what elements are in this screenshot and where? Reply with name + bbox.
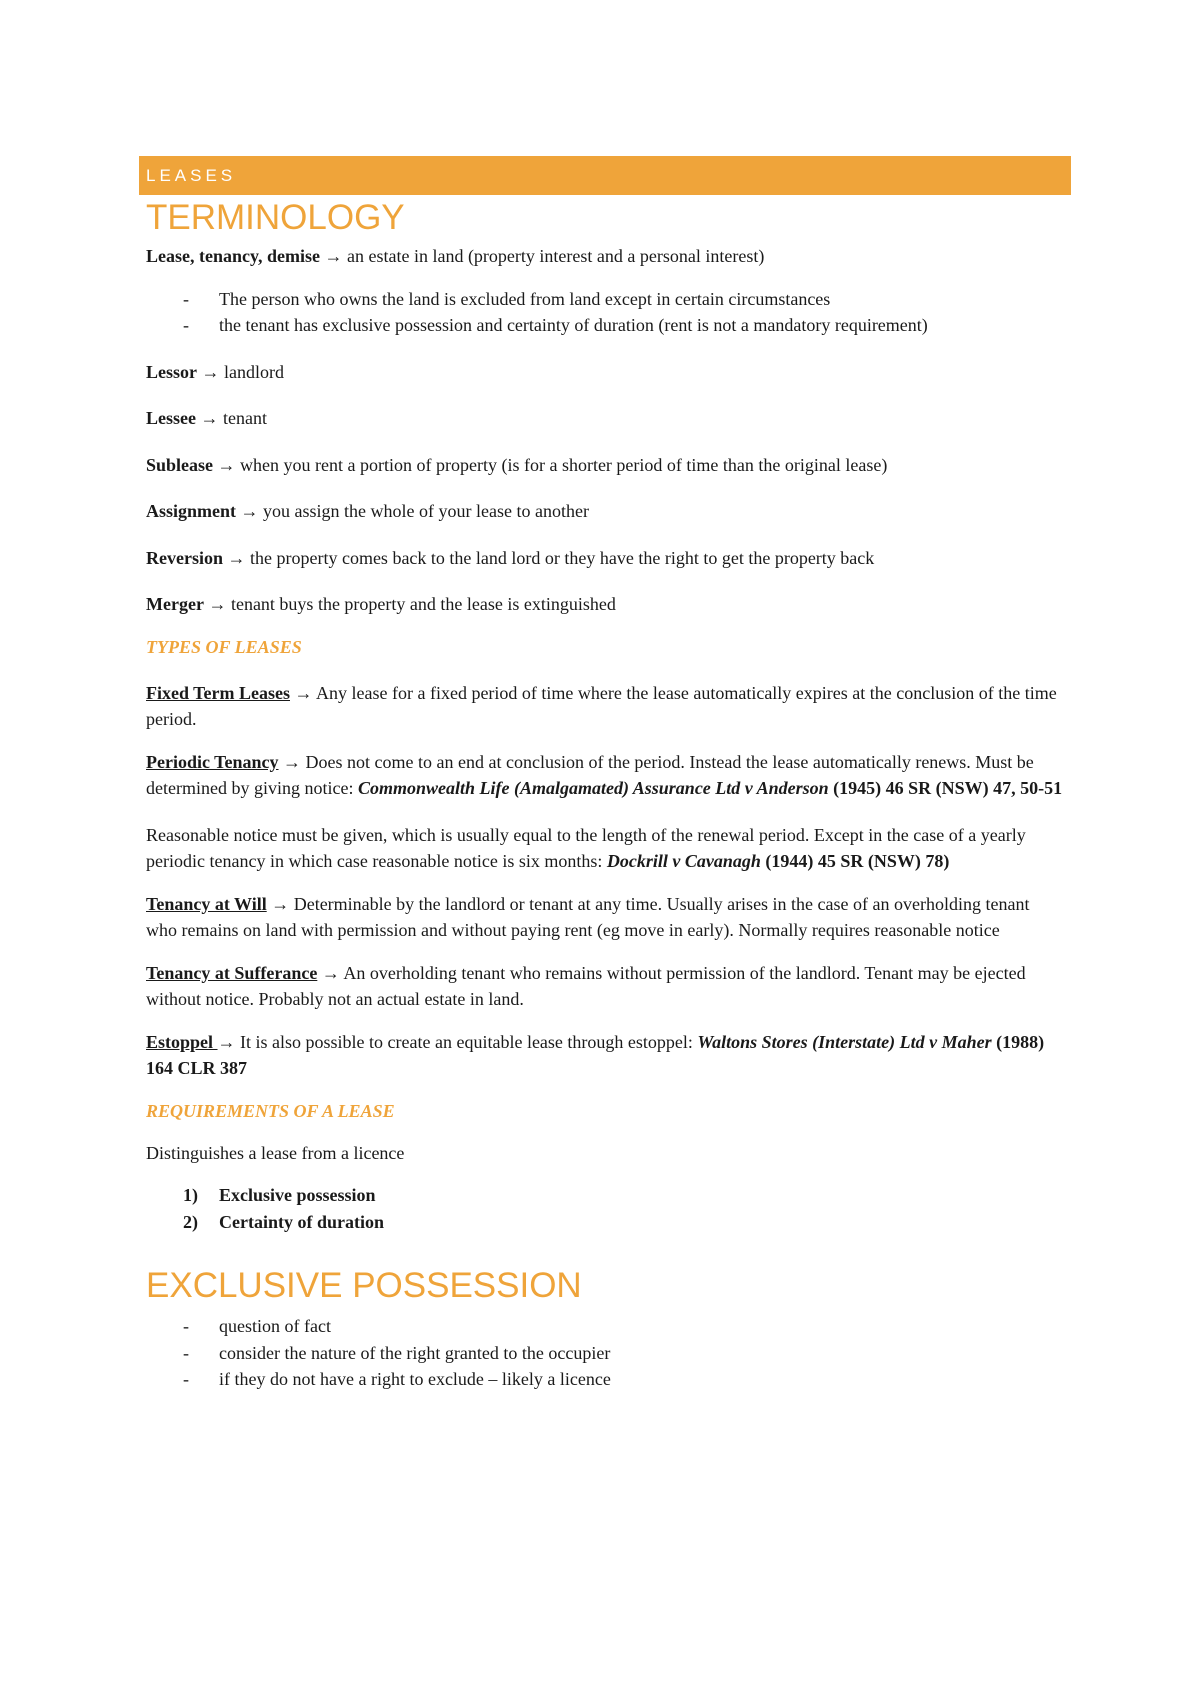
arrow-icon: → [200,408,219,428]
arrow-icon: → [271,893,290,914]
exclusive-possession-bullet-list [146,1313,1064,1393]
dash-bullet: - [183,315,189,335]
case-name: Commonwealth Life (Amalgamated) Assurance Ltd v Anderson [357,778,829,798]
heading-types-of-leases: TYPES OF LEASES [146,636,302,657]
list-item: - the tenant has exclusive possession and certainty of duration (rent is not a mandatory requirement) [146,312,1064,339]
arrow-icon: → [227,547,246,568]
definition-merger: Merger → tenant buys the property and the lease is extinguished [146,594,616,614]
heading-requirements-of-a-lease: REQUIREMENTS OF A LEASE [146,1100,395,1121]
definition-lessee: Lessee → tenant [146,408,267,428]
list-item: - if they do not have a right to exclude – likely a licence [146,1366,1064,1393]
arrow-icon: → [240,501,259,521]
case-citation: (1988) 164 CLR 387 [146,1031,1045,1078]
definition-lessor: Lessor → landlord [146,361,284,382]
list-item: 1) Exclusive possession [183,1185,376,1205]
page-content [146,156,1064,1393]
dash-bullet: - [183,1342,189,1363]
case-citation: (1945) 46 SR (NSW) 47, 50-51 [828,778,1063,798]
term-label: Lease, tenancy, demise [146,246,320,266]
definition-fixed-term: Fixed Term Leases → Any lease for a fixed period of time where the lease automatically expires at the conclusion of the time period. [146,682,1057,729]
definition-tenancy-at-will: Tenancy at Will → Determinable by the landlord or tenant at any time. Usually arises in the case of an overholding tenant who remains on land with permission and without paying rent (eg move in early). Normally requires reasonable notice [146,893,1030,940]
definition-tenancy-at-sufferance: Tenancy at Sufferance → An overholding tenant who remains without permission of the landlord. Tenant may be ejected without notice. Probably not an actual estate in land. [146,962,1026,1009]
lease-bullet-list [146,286,1064,339]
definition-sublease: Sublease → when you rent a portion of property (is for a shorter period of time than the original lease) [146,454,888,475]
list-item: - consider the nature of the right granted to the occupier [146,1340,1064,1367]
definition-reversion: Reversion → the property comes back to the land lord or they have the right to get the property back [146,547,875,568]
arrow-icon: → [217,1031,236,1052]
arrow-icon: → [217,454,236,475]
arrow-icon: → [294,682,313,703]
section-banner: LEASES [139,156,1071,195]
list-item: - The person who owns the land is excluded from land except in certain circumstances [146,286,1064,313]
arrow-icon: → [324,246,343,266]
case-citation: (1944) 45 SR (NSW) 78) [760,851,950,871]
list-item: - question of fact [146,1313,1064,1340]
definition-estoppel: Estoppel → It is also possible to create an equitable lease through estoppel: Waltons Stores (Interstate) Ltd v Maher (1988) 164 CLR 387 [146,1031,1045,1078]
list-item: 2) Certainty of duration [183,1211,384,1232]
dash-bullet: - [183,1369,189,1389]
definition-periodic-tenancy: Periodic Tenancy → Does not come to an end at conclusion of the period. Instead the lease automatically renews. Must be determined by giving notice: Commonwealth Life (Amalgamated) Assurance Ltd v Anderson (1945) 46 SR (NSW) 47, 50-51 [146,751,1063,798]
arrow-icon: → [208,594,227,614]
requirements-intro: Distinguishes a lease from a licence [146,1142,405,1163]
arrow-icon: → [321,962,340,983]
paragraph-reasonable-notice: Reasonable notice must be given, which is usually equal to the length of the renewal period. Except in the case of a yearly periodic tenancy in which case reasonable notice is six months: Dockrill v Cavanagh (1944) 45 SR (NSW) 78) [146,824,1026,871]
dash-bullet: - [183,288,189,309]
case-name: Waltons Stores (Interstate) Ltd v Maher [697,1031,992,1052]
definition-assignment: Assignment → you assign the whole of your lease to another [146,501,589,521]
definition-text: an estate in land (property interest and a personal interest) [342,246,765,266]
definition-lease [146,243,1064,270]
dash-bullet: - [183,1316,189,1336]
arrow-icon: → [201,361,220,382]
case-name: Dockrill v Cavanagh [606,851,761,871]
arrow-icon: → [283,751,302,772]
heading-exclusive-possession: EXCLUSIVE POSSESSION [146,1266,582,1305]
heading-terminology: TERMINOLOGY [146,198,405,237]
requirements-list [146,1182,1064,1235]
